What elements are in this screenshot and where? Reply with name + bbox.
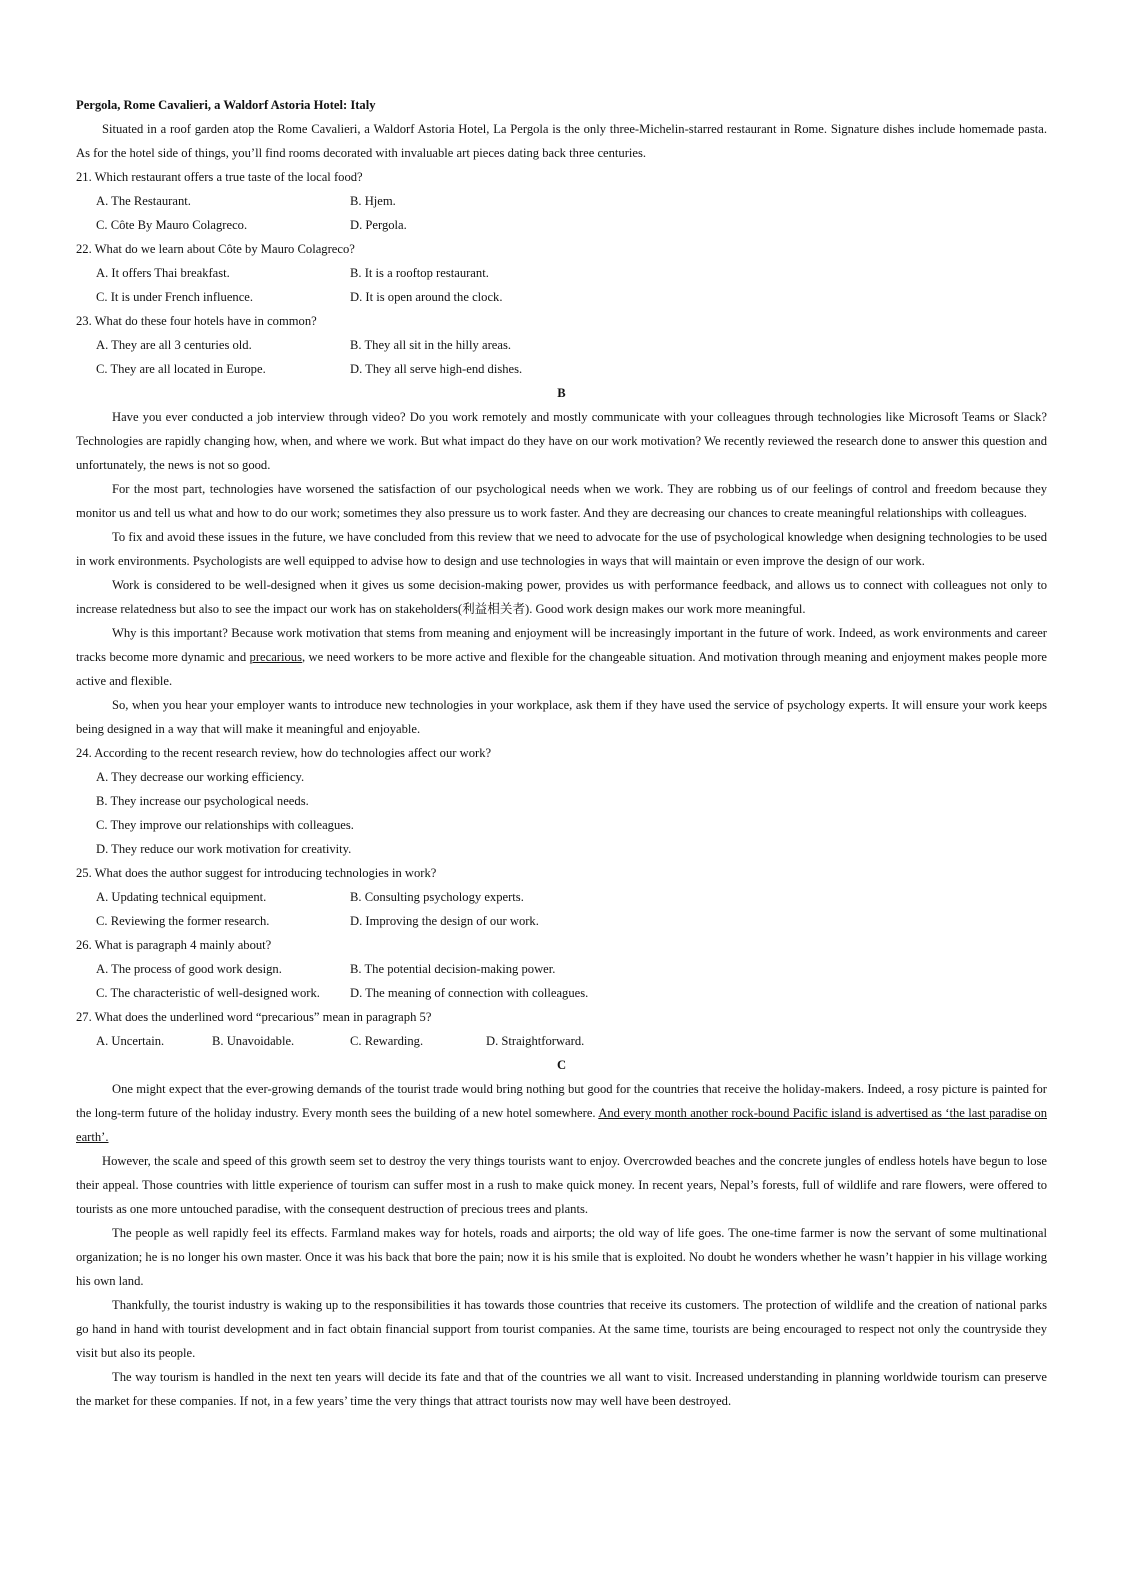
- section-b-paragraph-1: Have you ever conducted a job interview through video? Do you work remotely and mostly communicate with your colleagues through technologies like Microsoft Teams or Slack? Technologies are rapidly changing how, when, and where we work. But what impact do they have on our work motivation? We recently reviewed the research done to answer this question and unfortunately, the news is not so good.: [76, 410, 1047, 472]
- question-stem: 22. What do we learn about Côte by Mauro Colagreco?: [76, 242, 355, 256]
- option-b: B. Unavoidable.: [212, 1034, 295, 1048]
- paragraph-text: , we need workers to be more active and flexible for the changeable situation. And motivation through meaning and enjoyment makes people more active and flexible.: [76, 650, 1047, 688]
- question-24: [76, 741, 1047, 861]
- section-c-paragraph-5: The way tourism is handled in the next ten years will decide its fate and that of the countries we all want to visit. Increased understanding in planning worldwide tourism can preserve the market for these companies. If not, in a few years’ time the very things that attract tourists now may well have been destroyed.: [76, 1370, 1047, 1408]
- question-21: [76, 165, 1047, 237]
- option-c: C. They are all located in Europe.: [96, 362, 266, 376]
- option-c: C. They improve our relationships with colleagues.: [96, 818, 354, 832]
- option-a: A. It offers Thai breakfast.: [96, 266, 230, 280]
- option-b: B. It is a rooftop restaurant.: [350, 266, 489, 280]
- section-b-letter: B: [557, 386, 566, 400]
- option-c: C. Reviewing the former research.: [96, 914, 270, 928]
- question-25: [76, 861, 1047, 933]
- question-stem: 27. What does the underlined word “precarious” mean in paragraph 5?: [76, 1010, 432, 1024]
- underlined-word: precarious: [249, 650, 302, 664]
- option-d: D. It is open around the clock.: [350, 290, 503, 304]
- paragraph-text: Why is this important? Because work motivation that stems from meaning and enjoyment will be increasingly important in the future of work. Indeed, as work environments and career tracks become more dynamic and: [76, 626, 1047, 664]
- option-b: B. The potential decision-making power.: [350, 962, 556, 976]
- option-b: B. They all sit in the hilly areas.: [350, 338, 512, 352]
- section-b-paragraph-3: To fix and avoid these issues in the future, we have concluded from this review that we need to advocate for the use of psychological knowledge when designing technologies to be used in work environments. Psychologists are well equipped to advise how to design and use technologies in ways that will maintain or even improve the design of our work.: [76, 530, 1047, 568]
- paragraph-text: One might expect that the ever-growing demands of the tourist trade would bring nothing but good for the countries that receive the holiday-makers. Indeed, a rosy picture is painted for the long-term future of the holiday industry. Every month sees the building of a new hotel somewhere.: [76, 1082, 1047, 1120]
- option-d: D. The meaning of connection with colleagues.: [350, 986, 589, 1000]
- section-b-paragraph-5: [76, 621, 1047, 693]
- option-a: A. They decrease our working efficiency.: [96, 770, 305, 784]
- option-c: C. It is under French influence.: [96, 290, 254, 304]
- hotel-paragraph: Situated in a roof garden atop the Rome Cavalieri, a Waldorf Astoria Hotel, La Pergola is the only three-Michelin-starred restaurant in Rome. Signature dishes include homemade pasta. As for the hotel side of things, you’ll find rooms decorated with invaluable art pieces dating back three centuries.: [76, 122, 1047, 160]
- option-a: A. The Restaurant.: [96, 194, 191, 208]
- option-d: D. They all serve high-end dishes.: [350, 362, 523, 376]
- section-c-letter: C: [556, 1058, 567, 1072]
- section-b-paragraph-2: For the most part, technologies have worsened the satisfaction of our psychological needs when we work. They are robbing us of our feelings of control and freedom because they monitor us and tell us what and how to do our work; sometimes they also pressure us to work faster. And they are decreasing our chances to create meaningful relationships with colleagues.: [76, 482, 1047, 520]
- option-c: C. Rewarding.: [350, 1034, 424, 1048]
- question-stem: 26. What is paragraph 4 mainly about?: [76, 938, 272, 952]
- option-d: D. Improving the design of our work.: [350, 914, 539, 928]
- question-27: [76, 1005, 1047, 1053]
- section-c-paragraph-3: The people as well rapidly feel its effects. Farmland makes way for hotels, roads and airports; the old way of life goes. The one-time farmer is now the servant of some multinational organization; he is no longer his own master. Once it was his back that bore the pain; now it is his smile that is exploited. No doubt he wonders whether he wasn’t happier in his village working his own land.: [76, 1226, 1047, 1288]
- section-c-paragraph-2: However, the scale and speed of this growth seem set to destroy the very things tourists want to enjoy. Overcrowded beaches and the concrete jungles of endless hotels have begun to lose their appeal. Those countries with little experience of tourism can suffer most in a rush to make quick money. In recent years, Nepal’s forests, full of wildlife and rare flowers, were offered to tourists as one more untouched paradise, with the consequent destruction of precious trees and plants.: [76, 1154, 1047, 1216]
- option-c: C. The characteristic of well-designed work.: [96, 986, 320, 1000]
- section-c-paragraph-4: Thankfully, the tourist industry is waking up to the responsibilities it has towards those countries that receive its customers. The protection of wildlife and the creation of national parks go hand in hand with tourist development and in fact obtain financial support from tourist companies. At the same time, tourists are being encouraged to respect not only the countryside they visit but also its people.: [76, 1298, 1047, 1360]
- section-b-paragraph-4: Work is considered to be well-designed when it gives us some decision-making power, provides us with performance feedback, and allows us to connect with colleagues not only to increase relatedness but also to see the impact our work has on stakeholders(利益相关者). Good work design makes our work more meaningful.: [76, 578, 1047, 616]
- option-a: A. Updating technical equipment.: [96, 890, 267, 904]
- question-23: [76, 309, 1047, 381]
- option-b: B. Consulting psychology experts.: [350, 890, 524, 904]
- option-c: C. Côte By Mauro Colagreco.: [96, 218, 248, 232]
- option-d: D. They reduce our work motivation for creativity.: [96, 842, 352, 856]
- option-a: A. They are all 3 centuries old.: [96, 338, 252, 352]
- option-b: B. They increase our psychological needs.: [96, 794, 309, 808]
- option-d: D. Pergola.: [350, 218, 407, 232]
- option-a: A. Uncertain.: [96, 1034, 165, 1048]
- question-stem: 25. What does the author suggest for introducing technologies in work?: [76, 866, 437, 880]
- option-a: A. The process of good work design.: [96, 962, 282, 976]
- section-c-paragraph-1: [76, 1077, 1047, 1149]
- option-b: B. Hjem.: [350, 194, 396, 208]
- question-22: [76, 237, 1047, 309]
- section-b-paragraph-6: So, when you hear your employer wants to introduce new technologies in your workplace, ask them if they have used the service of psychology experts. It will ensure your work keeps being designed in a way that will make it meaningful and enjoyable.: [76, 698, 1047, 736]
- option-d: D. Straightforward.: [486, 1034, 585, 1048]
- hotel-heading: Pergola, Rome Cavalieri, a Waldorf Astoria Hotel: Italy: [76, 98, 376, 112]
- question-stem: 23. What do these four hotels have in common?: [76, 314, 317, 328]
- question-stem: 24. According to the recent research review, how do technologies affect our work?: [76, 746, 492, 760]
- underlined-sentence: And every month another rock-bound Pacific island is advertised as ‘the last paradise on earth’.: [76, 1106, 1047, 1144]
- question-26: [76, 933, 1047, 1005]
- question-stem: 21. Which restaurant offers a true taste of the local food?: [76, 170, 363, 184]
